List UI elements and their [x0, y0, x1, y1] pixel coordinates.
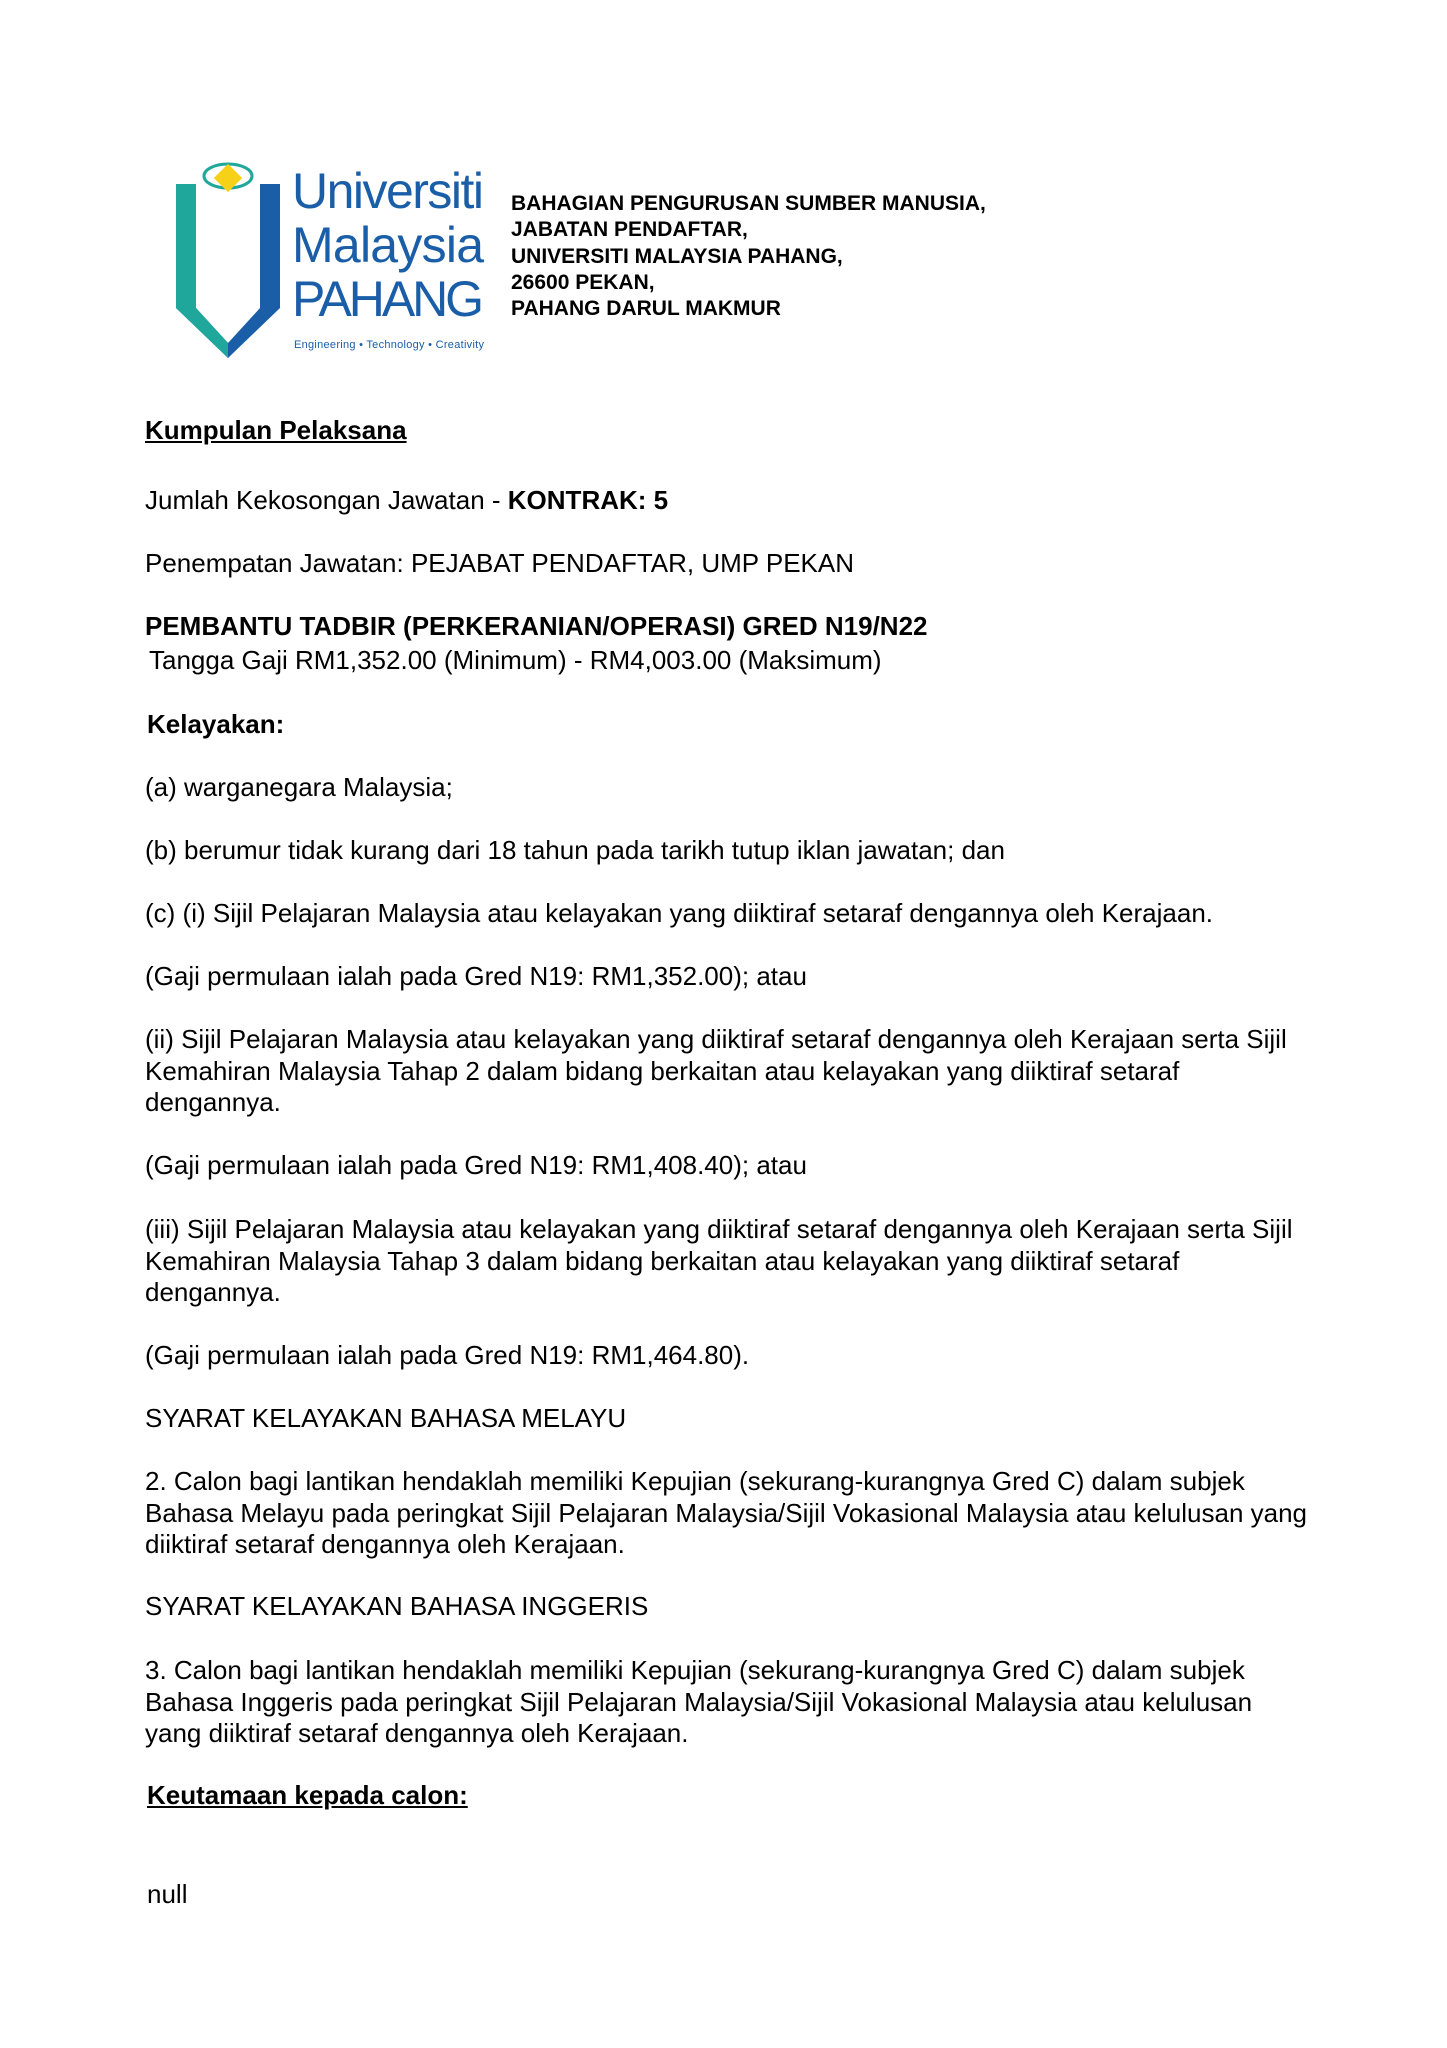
- qualification-b: (b) berumur tidak kurang dari 18 tahun pada tarikh tutup iklan jawatan; dan: [145, 835, 1005, 865]
- salary-range: Tangga Gaji RM1,352.00 (Minimum) - RM4,003.00 (Maksimum): [149, 645, 882, 675]
- vacancy-value: KONTRAK: 5: [507, 485, 669, 515]
- priority-text: null: [147, 1879, 188, 1909]
- salary-i: (Gaji permulaan ialah pada Gred N19: RM1,352.00); atau: [145, 961, 807, 991]
- vacancy-label: Jumlah Kekosongan Jawatan -: [145, 485, 508, 515]
- salary-iii: (Gaji permulaan ialah pada Gred N19: RM1,464.80).: [145, 1340, 750, 1370]
- address-line: 26600 PEKAN,: [511, 270, 655, 294]
- address-block: [511, 191, 986, 322]
- svg-text:Engineering • Technology • Cre: Engineering • Technology • Creativity: [294, 339, 484, 351]
- address-line: JABATAN PENDAFTAR,: [511, 218, 748, 242]
- bm-text: 2. Calon bagi lantikan hendaklah memiliki Kepujian (sekurang-kurangnya Gred C) dalam subjek Bahasa Melayu pada peringkat Sijil Pelajaran Malaysia/Sijil Vokasional Malaysia atau kelulusan yang diiktiraf setaraf dengannya oleh Kerajaan.: [145, 1466, 1308, 1559]
- bi-text: 3. Calon bagi lantikan hendaklah memiliki Kepujian (sekurang-kurangnya Gred C) dalam subjek Bahasa Inggeris pada peringkat Sijil Pelajaran Malaysia/Sijil Vokasional Malaysia atau kelulusan yang diiktiraf setaraf dengannya oleh Kerajaan.: [145, 1655, 1253, 1748]
- qualifications-heading: Kelayakan:: [147, 709, 285, 739]
- vacancy-line: [145, 485, 1325, 517]
- address-line: PAHANG DARUL MAKMUR: [511, 297, 781, 321]
- address-line: UNIVERSITI MALAYSIA PAHANG,: [511, 244, 843, 268]
- salary-ii: (Gaji permulaan ialah pada Gred N19: RM1,408.40); atau: [145, 1150, 807, 1180]
- address-line: BAHAGIAN PENGURUSAN SUMBER MANUSIA,: [511, 192, 986, 215]
- qualification-a: (a) warganegara Malaysia;: [145, 772, 453, 802]
- university-logo: [176, 158, 486, 358]
- svg-text:Malaysia: Malaysia: [292, 217, 484, 273]
- qualification-iii: (iii) Sijil Pelajaran Malaysia atau kelayakan yang diiktiraf setaraf dengannya oleh Kerajaan serta Sijil Kemahiran Malaysia Tahap 3 dalam bidang berkaitan atau kelayakan yang diiktiraf setaraf dengannya.: [145, 1214, 1293, 1307]
- qualification-c-i: (c) (i) Sijil Pelajaran Malaysia atau kelayakan yang diiktiraf setaraf dengannya oleh Kerajaan.: [145, 898, 1214, 928]
- bi-heading: SYARAT KELAYAKAN BAHASA INGGERIS: [145, 1591, 649, 1621]
- group-heading: Kumpulan Pelaksana: [145, 415, 407, 445]
- priority-heading: Keutamaan kepada calon:: [147, 1780, 468, 1810]
- bm-heading: SYARAT KELAYAKAN BAHASA MELAYU: [145, 1403, 627, 1433]
- svg-text:Universiti: Universiti: [292, 163, 484, 219]
- svg-text:PAHANG: PAHANG: [292, 271, 484, 327]
- position-title: PEMBANTU TADBIR (PERKERANIAN/OPERASI) GRED N19/N22: [145, 611, 928, 641]
- qualification-ii: (ii) Sijil Pelajaran Malaysia atau kelayakan yang diiktiraf setaraf dengannya oleh Kerajaan serta Sijil Kemahiran Malaysia Tahap 2 dalam bidang berkaitan atau kelayakan yang diiktiraf setaraf dengannya.: [145, 1024, 1287, 1117]
- svg-text:UMP: UMP: [211, 305, 245, 322]
- placement: Penempatan Jawatan: PEJABAT PENDAFTAR, UMP PEKAN: [145, 548, 855, 578]
